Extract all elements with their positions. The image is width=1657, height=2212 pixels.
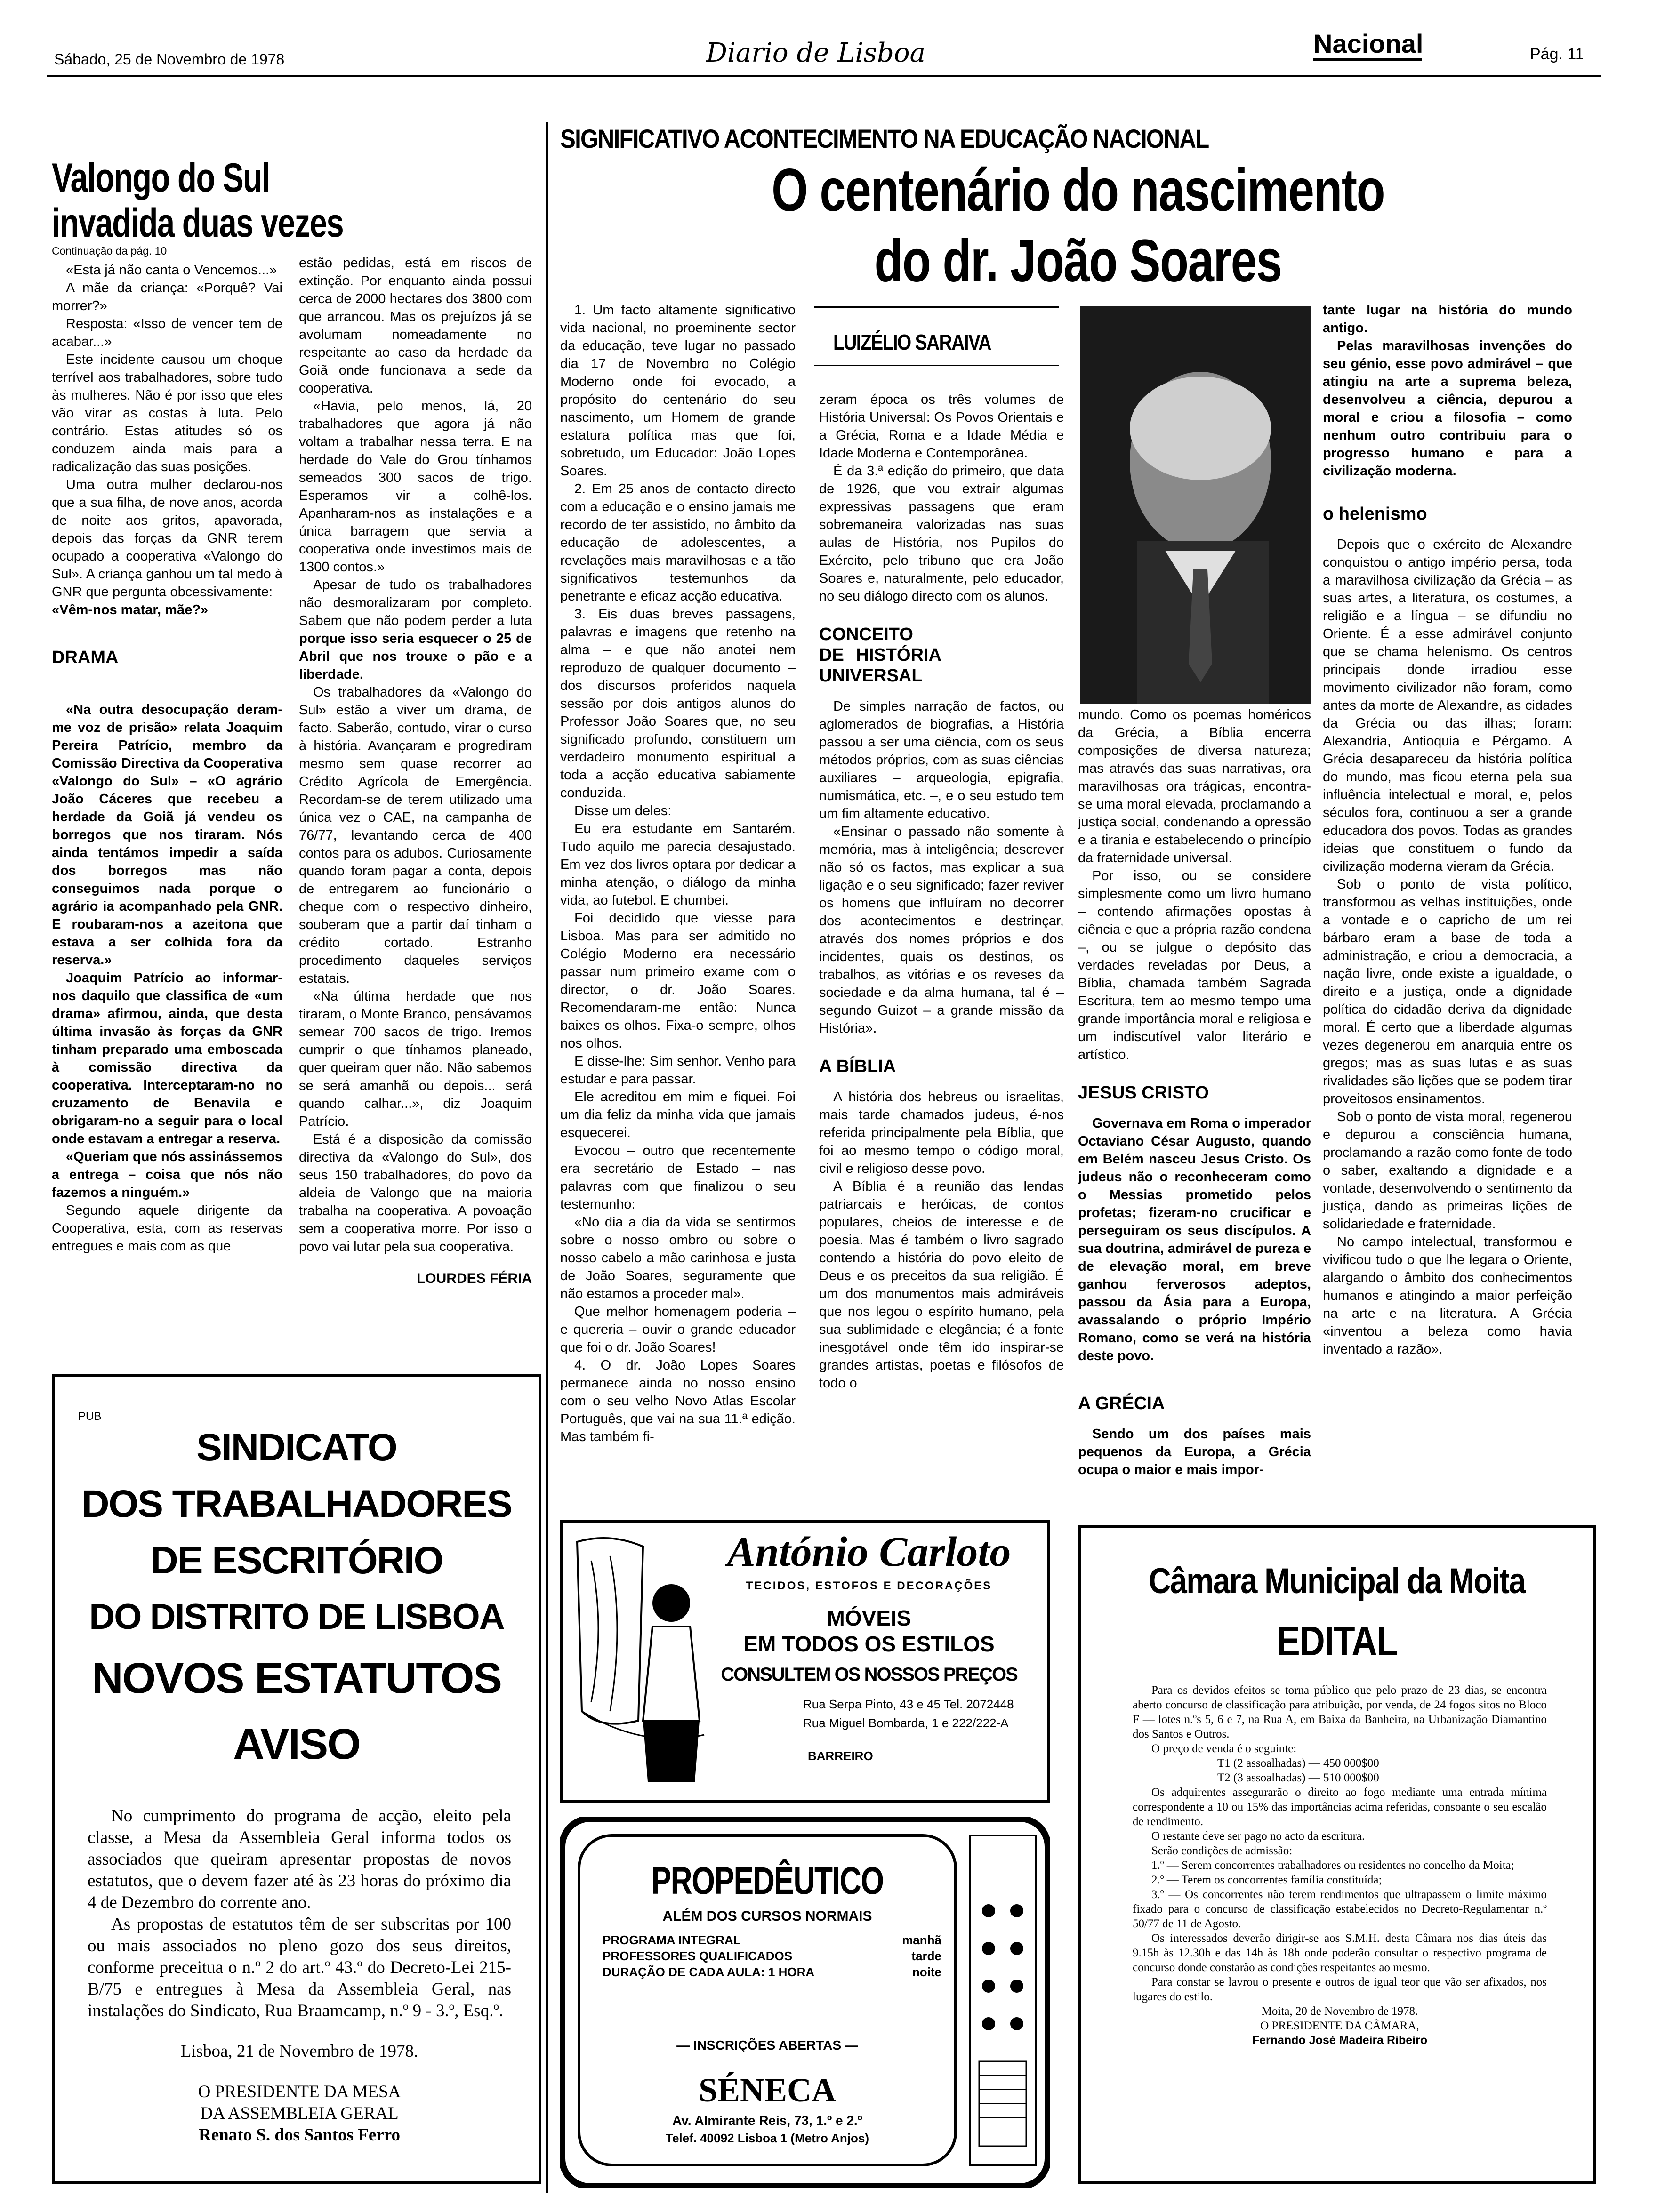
paragraph: Segundo aquele dirigente da Cooperativa, esta, com as reservas entregues e mais com as que	[52, 1203, 282, 1254]
continuation-note: Continuação da pág. 10	[52, 245, 167, 257]
carloto-consultem: CONSULTEM OS NOSSOS PREÇOS	[721, 1664, 1017, 1685]
signature-name: Renato S. dos Santos Ferro	[199, 2125, 400, 2145]
signature-name: Fernando José Madeira Ribeiro	[1252, 2034, 1428, 2047]
sindicato-ad	[52, 1374, 541, 2184]
moita-body	[1133, 1683, 1547, 2048]
sindicato-line: SINDICATO	[196, 1426, 397, 1469]
paragraph: Sob o ponto de vista moral, regenerou e depurou a consciência humana, proclamando a razão como fonte de todo o saber, exaltando a dignidade e a vontade, desenvolvendo o sentimento da justiça, dando as primeiras lições de solidariedade e fraternidade.	[1323, 1109, 1572, 1232]
price-line: T1 (2 assoalhadas) — 450 000$00	[1217, 1757, 1379, 1770]
valongo-title-line1: Valongo do Sul	[52, 155, 270, 200]
signature-line: DA ASSEMBLEIA GERAL	[200, 2104, 399, 2123]
seneca-title: PROPEDÊUTICO	[651, 1859, 884, 1902]
valongo-title-line2: invadida duas vezes	[52, 200, 344, 246]
item-label: DURAÇÃO DE CADA AULA: 1 HORA	[603, 1965, 815, 1979]
paragraph: Os interessados deverão dirigir-se aos S.M.H. desta Câmara nos dias úteis das 9.15h às 12.30h e das 14h às 18h onde poderão consultar o respectivo programa de concurso donde constarão as condições respeitantes ao mesmo.	[1133, 1932, 1547, 1974]
valongo-col1	[52, 261, 282, 1255]
valongo-author: LOURDES FÉRIA	[416, 1271, 532, 1286]
paragraph: No cumprimento do programa de acção, eleito pela classe, a Mesa da Assembleia Geral informa todos os associados que queiram apresentar propostas de novos estatutos, que o devem fazer até às 23 horas do próximo dia 4 de Dezembro do corrente ano.	[88, 1806, 511, 1912]
seneca-sub: ALÉM DOS CURSOS NORMAIS	[662, 1908, 872, 1924]
paragraph: Uma outra mulher declarou-nos que a sua filha, de nove anos, acorda de noite aos gritos, apavorada, depois das forças da GNR terem ocupado a cooperativa «Valongo do Sul». A criança ganhou um tal medo à GNR que pergunta obcessivamente:	[52, 477, 282, 600]
portrait-illustration	[1080, 306, 1311, 704]
item-time: noite	[912, 1965, 941, 1979]
conceito-heading: CONCEITO DE HISTÓRIA UNIVERSAL	[819, 625, 941, 686]
paragraph: estão pedidas, está em riscos de extinção. Por enquanto ainda possui cerca de 2000 hectares dos 3800 com que arrancou. Mas os prejuízos já se avolumam nomeadamente no respeitante ao caso da herdade da Goiã onde funcionava a sede da cooperativa.	[299, 256, 532, 396]
paragraph-bold: «Na outra desocupação deram-me voz de prisão» relata Joaquim Pereira Patrício, membro da Comissão Directiva da Cooperativa «Valongo do Sul» – «O agrário João Cáceres que recebeu a herdade da Goiã já vendeu os borregos que nos tiraram. Nós ainda tentámos impedir a saída dos borregos mas não conseguimos nada porque o agrário ia acompanhado pela GNR. E roubaram-nos a azeitona que estava a ser colhida fora da reserva.»	[52, 702, 282, 968]
carloto-city: BARREIRO	[808, 1749, 873, 1763]
paragraph: Evocou – outro que recentemente era secretário de Estado – nas palavras com que finalizou o seu testemunho:	[560, 1143, 796, 1212]
helenismo-heading: o helenismo	[1323, 504, 1427, 524]
centenario-col3	[1078, 706, 1311, 1479]
biblia-heading: A BÍBLIA	[819, 1057, 896, 1076]
list-item	[603, 1932, 941, 1948]
paragraph: As propostas de estatutos têm de ser subscritas por 100 ou mais associados no pleno gozo dos seus direitos, conforme preceitua o n.º 2 do art.º 43.º do Decreto-Lei 215-B/75 e entregues à Mesa da Assembleia Geral, nas instalações do Sindicato, Rua Braamcamp, n.º 9 - 3.º, Esq.º.	[88, 1915, 511, 2020]
paragraph: Resposta: «Isso de vencer tem de acabar...»	[52, 316, 282, 349]
byline: LUIZÉLIO SARAIVA	[833, 330, 991, 354]
centenario-kicker: SIGNIFICATIVO ACONTECIMENTO NA EDUCAÇÃO NACIONAL	[560, 124, 1209, 153]
paragraph: De simples narração de factos, ou aglomerados de biografias, a História passou a ser uma ciência, com os seus métodos próprios, com as suas ciências auxiliares – arqueologia, epigrafia, numismática, etc. –, e o seu estudo tem um fim altamente educativo.	[819, 699, 1064, 821]
price-line: T2 (3 assoalhadas) — 510 000$00	[1217, 1771, 1379, 1784]
list-item	[603, 1948, 941, 1964]
paragraph-bold: «Queriam que nós assinássemos a entrega – coisa que nós não fazemos a ninguém.»	[52, 1149, 282, 1200]
paragraph: Por isso, ou se considere simplesmente como um livro humano – contendo afirmações opostas à ciência e que a própria razão condena –, ou se julgue o depósito das verdades reveladas por Deus, a Bíblia, chamada também Sagrada Escritura, tem ao mesmo tempo uma grande importância moral e religiosa e um indiscutível valor literário e artístico.	[1078, 868, 1311, 1062]
paragraph: 3. Eis duas breves passagens, palavras e imagens que retenho na alma – e que não anotei nem reproduzo de qualquer documento – dos discursos proferidos naquela sessão por dois antigos alunos do Professor João Soares que, no seu significado profundo, constituem um verdadeiro monumento espiritual a toda a acção educativa sabiamente conduzida.	[560, 607, 796, 801]
woman-curtain-illustration	[572, 1532, 714, 1791]
valongo-title	[52, 155, 532, 246]
paragraph: Serão condições de admissão:	[1151, 1844, 1293, 1857]
sindicato-date: Lisboa, 21 de Novembro de 1978.	[180, 2042, 418, 2061]
paragraph	[299, 576, 532, 683]
text-run-bold: porque isso seria esquecer o 25 de Abril que nos trouxe o pão e a liberdade.	[299, 631, 532, 682]
paragraph: «Esta já não canta o Vencemos...»	[66, 263, 277, 278]
section-name: Nacional	[1313, 29, 1424, 58]
byline-rule-top	[814, 306, 1059, 308]
item-label: PROGRAMA INTEGRAL	[603, 1933, 741, 1947]
centenario-col1	[560, 301, 796, 1446]
paragraph-bold: «Vêm-nos matar, mãe?»	[52, 602, 209, 617]
page-number: Pág. 11	[1530, 45, 1584, 63]
paragraph: 1. Um facto altamente significativo vida nacional, no proeminente sector da educação, teve lugar no passado dia 17 de Novembro no Colégio Moderno onde foi evocado, a propósito do centenário do seu nascimento, um Homem de grande estatura política mas que foi, sobretudo, um Educador: João Lopes Soares.	[560, 303, 796, 479]
paragraph: «Ensinar o passado não somente à memória, mas à inteligência; descrever não só os factos, mas explicar a sua ligação e o seu significado; fazer reviver os homens que influíram no decorrer dos acontecimentos e destrinçar, através dos nomes próprios e dos incidentes, quais os destinos, os trabalhos, as vitórias e os reveses da sociedade e da alma humana, tal é – segundo Guizot – a grande missão da História».	[819, 824, 1064, 1036]
sindicato-heading	[55, 1419, 539, 1777]
paragraph: Este incidente causou um choque terrível aos trabalhadores, sobre tudo às mulheres. Não é por isso que eles vão virar as costas à luta. Pelo contrário. Estas atitudes só os conduzem ainda mais para a radicalização das suas posições.	[52, 352, 282, 474]
paragraph: E disse-lhe: Sim senhor. Venho para estudar e para passar.	[560, 1054, 796, 1087]
carloto-name: António Carloto	[727, 1529, 1011, 1575]
paragraph-bold: Pelas maravilhosas invenções do seu génio, esse povo admirável – que atingiu na arte a suprema beleza, desenvolveu a ciência, depurou a moral e criou a filosofia – como nenhum outro contribuiu para o progresso humano e para a civilização moderna.	[1323, 338, 1572, 479]
paragraph: «Havia, pelo menos, lá, 20 trabalhadores que agora já não voltam a trabalhar nessa terra. E na herdade do Vale do Grou tínhamos semeados 300 sacos de trigo. Esperamos vir a colhê-los. Apanharam-nos as instalações e a única barragem que servia a cooperativa onde investimos mais de 1300 contos.»	[299, 399, 532, 575]
moita-date: Moita, 20 de Novembro de 1978.	[1261, 2005, 1418, 2018]
paragraph: Sob o ponto de vista político, transformou as velhas instituições, onde a vontade e o capricho de um rei bárbaro eram a base de toda a administração, e criou a democracia, a nação livre, onde existe a igualdade, o direito e a justiça, onde a dignidade política do cidadão deriva da dignidade moral. É certo que a liberdade algumas vezes degenerou em anarquia entre os gregos; mas as suas lutas e as suas rivalidades são lições que se podem tirar proveitosos ensinamentos.	[1323, 877, 1572, 1106]
carloto-ad	[560, 1520, 1050, 1803]
portrait-photo	[1080, 306, 1311, 704]
sindicato-line: DOS TRABALHADORES	[81, 1483, 512, 1525]
paragraph: Para os devidos efeitos se torna público que pelo prazo de 23 dias, se encontra aberto concurso de classificação para atribuição, por venda, de 24 fogos sitos no Bloco F — lotes n.ºs 5, 6 e 7, na Rua A, em Baixa da Banheira, na Urbanização Diamantino dos Santos e Outros.	[1133, 1684, 1547, 1740]
paragraph: 3.º — Os concorrentes não terem rendimentos que ultrapassem o limite máximo fixado para o concurso de classificação estabelecidos no Decreto-Regulamentar n.º 50/77 de 11 de Agosto.	[1133, 1888, 1547, 1930]
paragraph: Os adquirentes assegurarão o direito ao fogo mediante uma entrada mínima correspondente a 10 ou 15% das importâncias acima referidas, consoante o seu escalão de rendimento.	[1133, 1786, 1547, 1828]
moita-edital	[1078, 1525, 1596, 2184]
paragraph-bold: Sendo um dos países mais pequenos da Europa, a Grécia ocupa o maior e mais impor-	[1078, 1427, 1311, 1477]
paragraph: Ele acreditou em mim e fiquei. Foi um dia feliz da minha vida que jamais esquecerei.	[560, 1090, 796, 1140]
paragraph: 2. Em 25 anos de contacto directo com a educação e o ensino jamais me recordo de ter assistido, no âmbito da educação de adolescentes, a revelações mais maravilhosas e a tão significativos testemunhos da penetrante e eficaz acção educativa.	[560, 481, 796, 604]
paragraph: Eu era estudante em Santarém. Tudo aquilo me parecia desajustado. Em vez dos livros optara por dedicar a minha atenção, o diálogo da minha vida, ao futebol. E chumbei.	[560, 821, 796, 908]
paragraph: 2.º — Terem os concorrentes família constituída;	[1151, 1874, 1382, 1886]
carloto-sub: TECIDOS, ESTOFOS E DECORAÇÕES	[746, 1579, 992, 1592]
moita-edital-heading: EDITAL	[1276, 1618, 1398, 1664]
seneca-name: SÉNECA	[698, 2071, 837, 2109]
text-run: Apesar de tudo os trabalhadores não desmoralizaram por completo. Sabem que não podem perder a luta	[299, 577, 532, 628]
paragraph-bold: Governava em Roma o imperador Octaviano César Augusto, quando em Belém nasceu Jesus Cristo. Os judeus não o reconheceram como o Messias prometido pelos profetas; fizeram-no crucificar e perseguiram os seus discípulos. A sua doutrina, admirável de pureza e de elevação moral, em breve ganhou ferverosos adeptos, passou da Ásia para a Europa, avassalando o próprio Império Romano, como se verá na história deste povo.	[1078, 1116, 1311, 1363]
seneca-address: Av. Almirante Reis, 73, 1.º e 2.º	[672, 2113, 862, 2128]
centenario-col2	[819, 391, 1064, 1392]
sindicato-body	[88, 1805, 511, 2146]
paragraph: 1.º — Serem concorrentes trabalhadores ou residentes no concelho da Moita;	[1151, 1859, 1514, 1872]
centenario-title	[560, 155, 1596, 297]
section-underline	[1313, 58, 1422, 61]
paragraph: «No dia a dia da vida se sentirmos sobre o nosso ombro ou sobre o nosso cabelo a mão carinhosa e justa de João Soares, seguramente que não estamos a proceder mal».	[560, 1215, 796, 1301]
drama-heading: DRAMA	[52, 648, 119, 667]
paragraph: O restante deve ser pago no acto da escritura.	[1151, 1830, 1365, 1843]
paragraph: Depois que o exército de Alexandre conquistou o antigo império persa, toda a maravilhosa civilização da Grécia – as suas artes, a literatura, os costumes, a religião e a língua – se difundiu no Oriente. É a esse admirável conjunto que se chama helenismo. Os centros principais donde irradiou esse movimento civilizador não foram, como antes da morte de Alexandre, as cidades da Grécia ou das ilhas; foram: Alexandria, Antioquia e Pérgamo. A Grécia desapareceu da história política do mundo, mas ficou eterna pela sua influência intelectual e moral, e, pelos séculos fora, continuou a ser a grande educadora dos povos. Todas as grandes ideias que constituem o fundo da civilização moderna vieram da Grécia.	[1323, 537, 1572, 874]
jesus-heading: JESUS CRISTO	[1078, 1083, 1209, 1103]
signature-line: O PRESIDENTE DA CÂMARA,	[1260, 2020, 1419, 2032]
sindicato-line: DE ESCRITÓRIO	[150, 1539, 443, 1582]
carloto-address: Rua Serpa Pinto, 43 e 45 Tel. 2072448	[803, 1697, 1014, 1711]
sindicato-line: DO DISTRITO DE LISBOA	[89, 1597, 504, 1637]
paragraph-bold: Joaquim Patrício ao informar-nos daquilo que classifica de «um drama» afirmou, ainda, que desta última invasão às forças da GNR tinham preparado uma emboscada à comissão directiva da cooperativa. Interceptaram-no no cruzamento de Benavila e obrigaram-no a seguir para o local onde estavam a entregar a reserva.	[52, 970, 282, 1146]
carloto-estilos: EM TODOS OS ESTILOS	[743, 1632, 995, 1656]
paragraph: A história dos hebreus ou israelitas, mais tarde chamados judeus, é-nos referida principalmente pela Bíblia, que foi ao mesmo tempo o código moral, civil e religioso desse povo.	[819, 1090, 1064, 1176]
paragraph: Para constar se lavrou o presente e outros de igual teor que vão ser afixados, nos lugares do estilo.	[1133, 1976, 1547, 2003]
carloto-address: Rua Miguel Bombarda, 1 e 222/222-A	[803, 1716, 1009, 1730]
paragraph: mundo. Como os poemas homéricos da Grécia, a Bíblia encerra composições de diversa natureza; mas através das suas narrativas, ora maravilhosas ora trágicas, encontra-se uma moral elevada, proclamando a justiça social, condenando a opressão e a tirania e estabelecendo o princípio da fraternidade universal.	[1078, 707, 1311, 866]
paragraph: A Bíblia é a reunião das lendas patriarcais e heróicas, de contos populares, cheios de interesse e de poesia. Mas é também o livro sagrado contendo a história do povo eleito de Deus e os preceitos da sua religião. É um dos monumentos mais admiráveis que nos legou o espírito humano, pela sua sublimidade e elegância; é a fonte inesgotável onde têm ido inspirar-se grandes artistas, poetas e filósofos de todo o	[819, 1179, 1064, 1391]
centenario-col4	[1323, 301, 1572, 1358]
grecia-heading: A GRÉCIA	[1078, 1394, 1165, 1413]
paragraph: «Na última herdade que nos tiraram, o Monte Branco, pensávamos semear 700 sacos de trigo. Iremos cumprir o que tínhamos planeado, quer queiram quer não. Não sabemos se será amanhã ou depois... será quando calhar...», diz Joaquim Patrício.	[299, 989, 532, 1129]
column-rule-main	[546, 122, 548, 2193]
paragraph-bold: tante lugar na história do mundo antigo.	[1323, 303, 1572, 336]
seneca-inscricoes: — INSCRIÇÕES ABERTAS —	[676, 2038, 858, 2052]
paragraph: Disse um deles:	[574, 803, 672, 818]
byline-rule-bottom	[814, 365, 1059, 366]
item-time: manhã	[902, 1933, 941, 1947]
valongo-col2	[299, 254, 532, 1288]
list-item	[603, 1964, 941, 1980]
sindicato-line: NOVOS ESTATUTOS	[92, 1654, 501, 1702]
paragraph: O preço de venda é o seguinte:	[1151, 1742, 1297, 1755]
paragraph: No campo intelectual, transformou e vivificou tudo o que lhe legara o Oriente, alargando o âmbito dos conhecimentos humanos e atingindo a maior perfeição na arte e na literatura. A Grécia «inventou a beleza como havia inventado a razão».	[1323, 1234, 1572, 1357]
centenario-title-line1: O centenário do nascimento	[771, 157, 1385, 224]
seneca-phone: Telef. 40092 Lisboa 1 (Metro Anjos)	[666, 2131, 869, 2145]
newspaper-name: Diario de Lisboa	[706, 38, 925, 68]
seneca-ad	[560, 1817, 1050, 2188]
carloto-moveis: MÓVEIS	[827, 1606, 911, 1630]
paragraph: Foi decidido que viesse para Lisboa. Mas para ser admitido no Colégio Moderno era necessário passar num primeiro exame com o director, o dr. João Soares. Recomendaram-me então: Nunca baixes os olhos. Fixa-o sempre, olhos nos olhos.	[560, 911, 796, 1051]
paragraph: É da 3.ª edição do primeiro, que data de 1926, que vou extrair algumas expressivas passagens que eram sobremaneira valorizadas nas suas aulas de História, nos Pupilos do Exército, pelo tribuno que era João Soares e, naturalmente, pelo educador, no seu diálogo directo com os alunos.	[819, 464, 1064, 604]
moita-title: Câmara Municipal da Moita	[1149, 1561, 1525, 1601]
signature-line: O PRESIDENTE DA MESA	[198, 2082, 401, 2101]
pub-label: PUB	[78, 1410, 102, 1423]
item-label: PROFESSORES QUALIFICADOS	[603, 1949, 793, 1963]
paragraph: A mãe da criança: «Porquê? Vai morrer?»	[52, 281, 282, 313]
paragraph: Os trabalhadores da «Valongo do Sul» estão a viver um drama, de facto. Saberão, contudo, virar o curso à história. Avançaram e progrediram mesmo sem quase recorrer ao Crédito Agrícola de Emergência. Recordam-se de terem utilizado uma única vez o CAE, na campanha de 76/77, levantando cerca de 400 contos para os adubos. Curiosamente quando foram pagar a conta, depois de entregarem ao funcionário o cheque com o respectivo dinheiro, souberam que a partir daí tinham o crédito cortado. Estranho procedimento daqueles serviços estatais.	[299, 685, 532, 986]
seneca-items	[603, 1932, 941, 1980]
item-time: tarde	[911, 1949, 941, 1963]
column-rule-top	[546, 122, 548, 127]
paragraph: 4. O dr. João Lopes Soares permanece ainda no nosso ensino com o seu velho Novo Atlas Escolar Português, que vai na sua 11.ª edição. Mas também fi-	[560, 1358, 796, 1444]
paragraph: Está é a disposição da comissão directiva da «Valongo do Sul», dos seus 150 trabalhadores, do povo da aldeia de Valongo que na maioria trabalha na cooperativa. A povoação sem a cooperativa morre. Por isso o povo vai lutar pela sua cooperativa.	[299, 1132, 532, 1254]
masthead-date: Sábado, 25 de Novembro de 1978	[54, 51, 285, 68]
masthead-rule	[47, 75, 1601, 77]
paragraph: Que melhor homenagem poderia – e quereria – ouvir o grande educador que foi o dr. João Soares!	[560, 1304, 796, 1355]
centenario-title-line2: do dr. João Soares	[874, 227, 1282, 295]
paragraph: zeram época os três volumes de História Universal: Os Povos Orientais e a Grécia, Roma e a Idade Média e Idade Moderna e Contemporânea.	[819, 392, 1064, 461]
sindicato-line: AVISO	[233, 1720, 360, 1768]
